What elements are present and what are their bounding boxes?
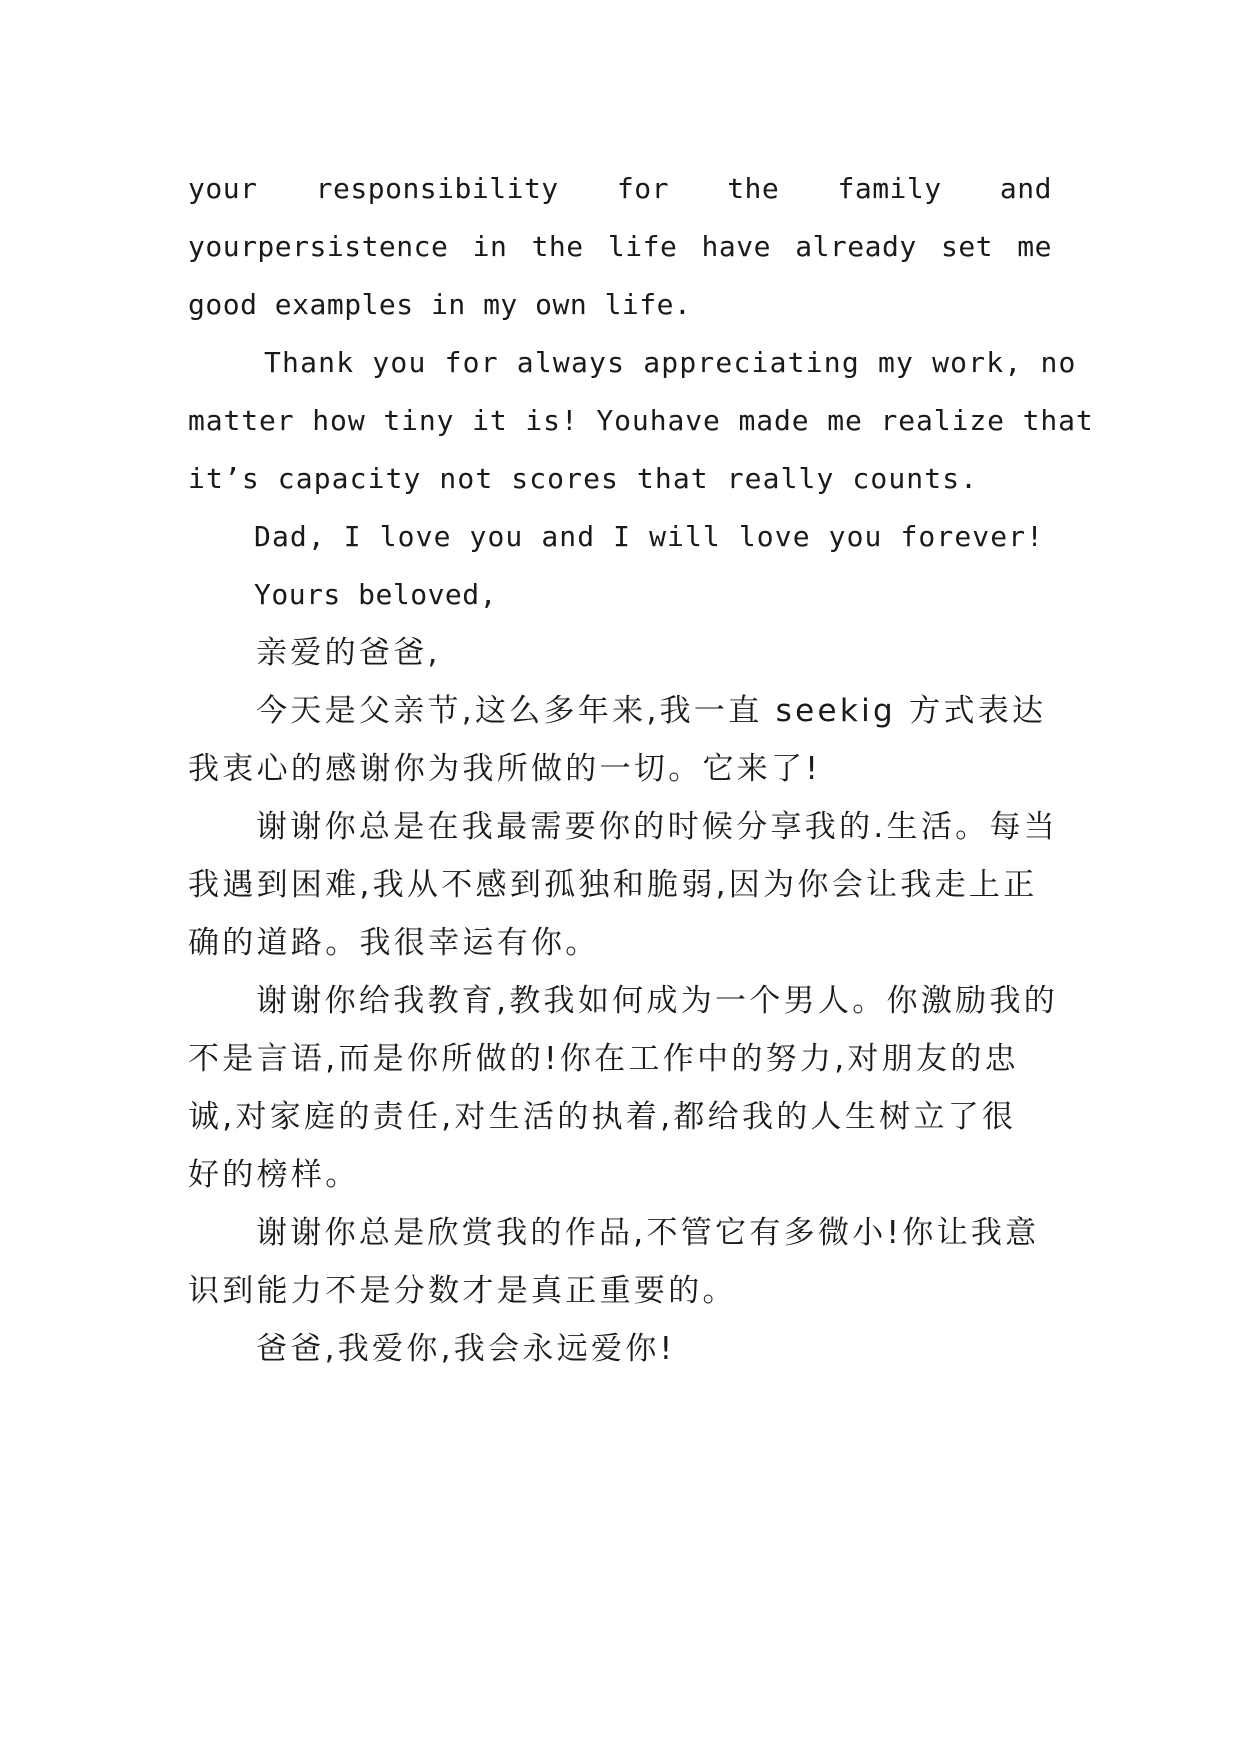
chinese-paragraph-4-line-1: 谢谢你总是欣赏我的作品,不管它有多微小!你让我意 <box>256 1215 1040 1251</box>
chinese-salutation: 亲爱的爸爸, <box>256 635 441 671</box>
word: in <box>472 230 508 263</box>
english-paragraph-2-line-1: Thank you for always appreciating my work, no <box>264 346 1077 379</box>
word: the <box>727 172 780 205</box>
word: life <box>607 230 678 263</box>
chinese-closing-line: 爸爸,我爱你,我会永远爱你! <box>256 1331 676 1367</box>
word: your <box>188 172 258 205</box>
chinese-paragraph-1-line-2: 我衷心的感谢你为我所做的一切。它来了! <box>188 751 822 787</box>
word: already <box>795 230 917 263</box>
english-paragraph-2-line-3: it’s capacity not scores that really counts. <box>188 462 979 495</box>
chinese-paragraph-3-line-1: 谢谢你给我教育,教我如何成为一个男人。你激励我的 <box>256 983 1059 1019</box>
word: me <box>1017 230 1052 263</box>
chinese-paragraph-4-line-2: 识到能力不是分数才是真正重要的。 <box>188 1273 737 1309</box>
english-paragraph-1-line-1 <box>188 160 1052 218</box>
word: responsibility <box>315 172 559 205</box>
english-paragraph-1-line-2 <box>188 218 1052 276</box>
word: have <box>701 230 771 263</box>
word: for <box>616 172 669 205</box>
word: set <box>940 230 994 263</box>
english-paragraph-1-line-3: good examples in my own life. <box>188 288 692 321</box>
word: and <box>999 172 1052 205</box>
english-closing-line: Dad, I love you and I will love you forever! <box>254 520 1045 553</box>
word: yourpersistence <box>188 230 449 263</box>
chinese-paragraph-3-line-4: 好的榜样。 <box>188 1157 360 1193</box>
chinese-paragraph-2-line-1: 谢谢你总是在我最需要你的时候分享我的.生活。每当 <box>256 809 1059 845</box>
chinese-paragraph-2-line-2: 我遇到困难,我从不感到孤独和脆弱,因为你会让我走上正 <box>188 867 1038 903</box>
letter-page <box>188 160 1094 1378</box>
chinese-paragraph-2-line-3: 确的道路。我很幸运有你。 <box>188 925 600 961</box>
word: family <box>837 172 942 205</box>
chinese-paragraph-3-line-2: 不是言语,而是你所做的!你在工作中的努力,对朋友的忠 <box>188 1041 1019 1077</box>
chinese-paragraph-3-line-3: 诚,对家庭的责任,对生活的执着,都给我的人生树立了很 <box>188 1099 1017 1135</box>
chinese-paragraph-1-line-1: 今天是父亲节,这么多年来,我一直 seekig 方式表达 <box>256 693 1047 729</box>
word: the <box>531 230 584 263</box>
english-signoff: Yours beloved, <box>254 578 498 611</box>
english-paragraph-2-line-2: matter how tiny it is! Youhave made me realize that <box>188 404 1094 437</box>
